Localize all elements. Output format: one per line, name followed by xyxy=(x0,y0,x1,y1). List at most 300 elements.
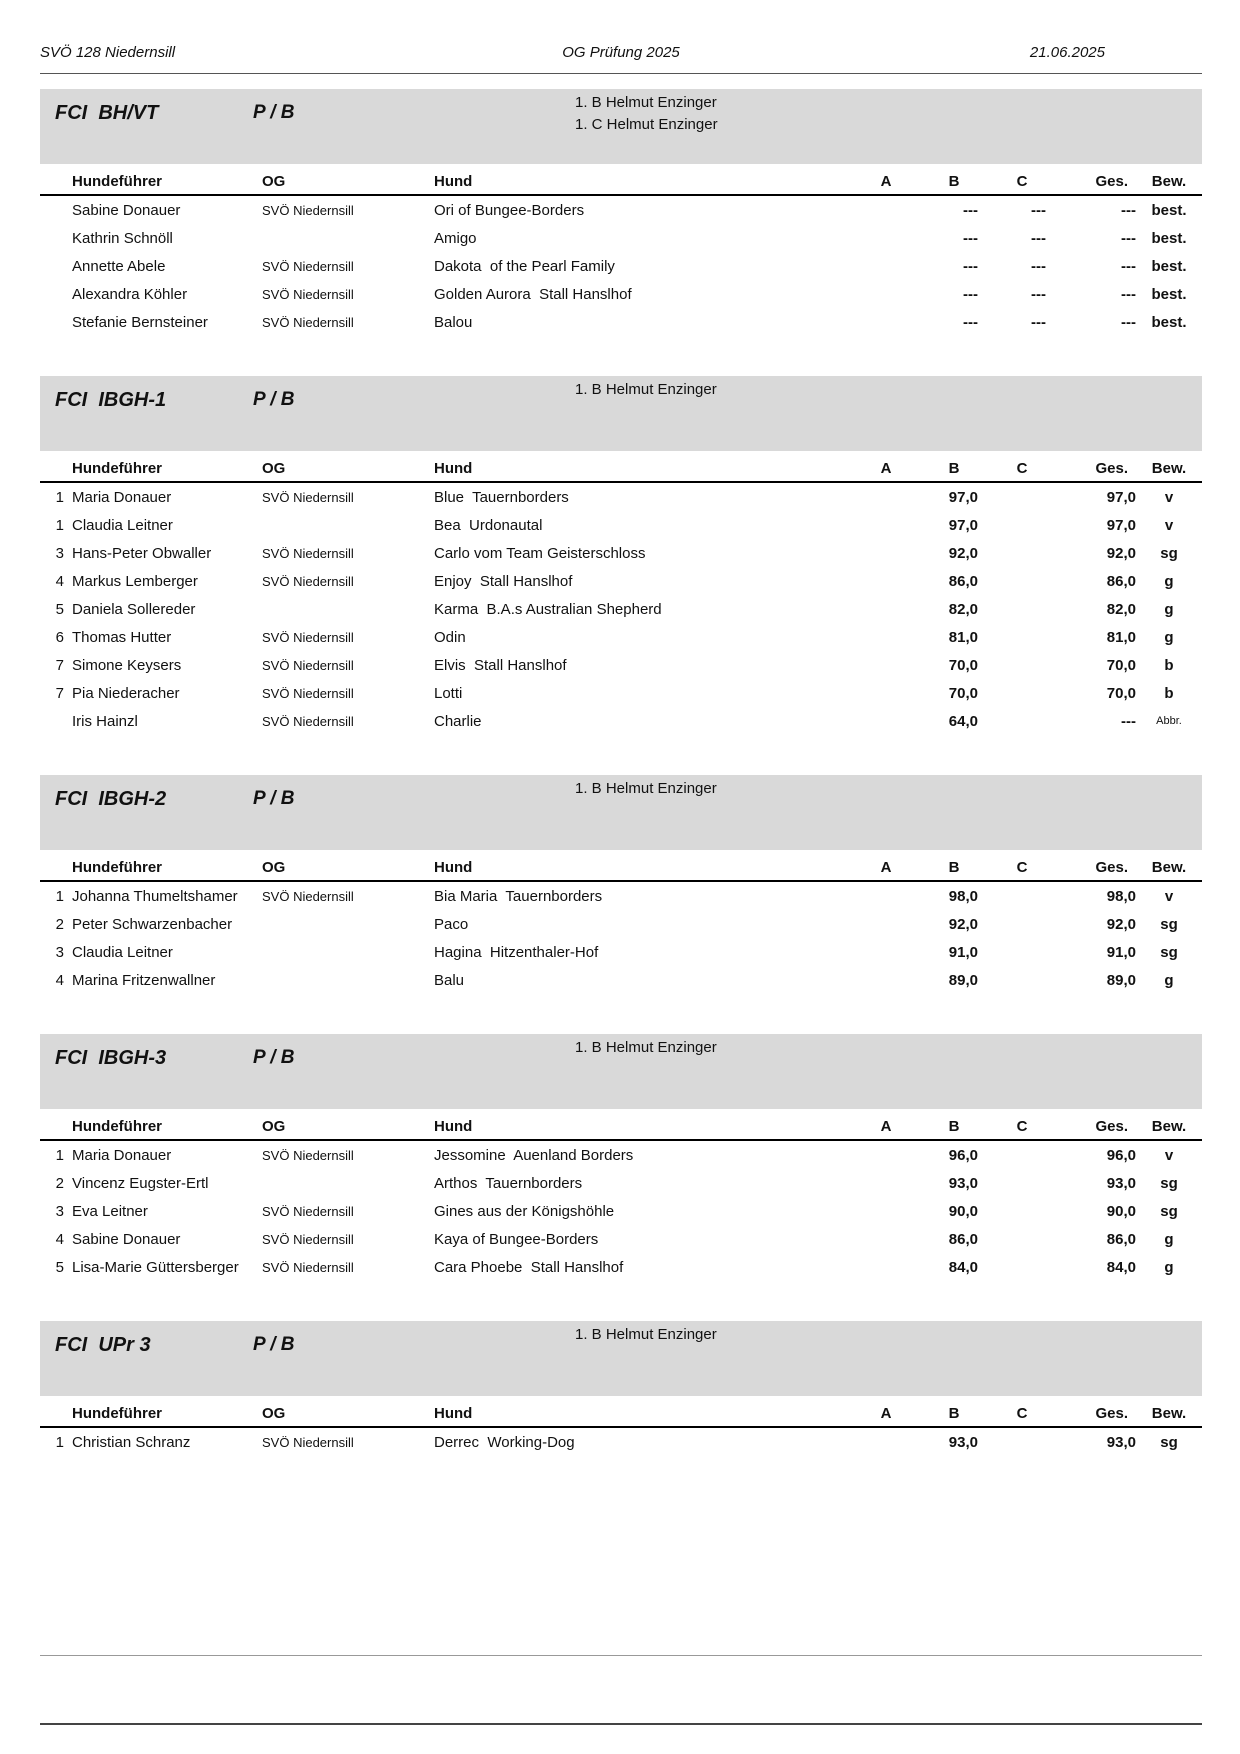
section-banner xyxy=(40,89,1202,164)
cell-total: 89,0 xyxy=(1106,971,1136,989)
cell-rank xyxy=(40,224,72,252)
results-table xyxy=(40,168,1202,336)
cell-total: 81,0 xyxy=(1106,628,1136,646)
cell-og: SVÖ Niedernsill xyxy=(262,713,354,729)
cell-score-b: 70,0 xyxy=(948,656,978,674)
cell-og: SVÖ Niedernsill xyxy=(262,258,354,274)
cell-total: 97,0 xyxy=(1106,516,1136,534)
cell-og: SVÖ Niedernsill xyxy=(262,629,354,645)
column-header-a: A xyxy=(854,854,918,881)
table-header-row xyxy=(40,1113,1202,1140)
cell-rank: 7 xyxy=(55,656,64,674)
cell-score-b: 96,0 xyxy=(948,1146,978,1164)
column-header-rating: Bew. xyxy=(1136,1113,1202,1140)
cell-score-a xyxy=(854,1169,918,1197)
cell-score-c: --- xyxy=(1031,257,1046,275)
cell-rank: 7 xyxy=(55,684,64,702)
cell-score-c xyxy=(990,938,1054,966)
cell-total: 93,0 xyxy=(1106,1433,1136,1451)
column-header-c: C xyxy=(990,168,1054,195)
column-header-og: OG xyxy=(262,1400,434,1427)
cell-handler-name: Marina Fritzenwallner xyxy=(72,971,216,989)
result-row xyxy=(40,623,1202,651)
cell-rank: 3 xyxy=(55,1202,64,1220)
section-title: FCI BH/VT xyxy=(55,102,159,124)
cell-og: SVÖ Niedernsill xyxy=(262,657,354,673)
result-row xyxy=(40,252,1202,280)
cell-rating: best. xyxy=(1151,229,1187,247)
column-header-a: A xyxy=(854,168,918,195)
cell-dog-name: Lotti xyxy=(434,684,463,702)
cell-score-a xyxy=(854,482,918,511)
cell-score-a xyxy=(854,567,918,595)
cell-rating: g xyxy=(1164,572,1174,590)
cell-rank: 2 xyxy=(55,1174,64,1192)
cell-score-b: 92,0 xyxy=(948,915,978,933)
cell-score-b: --- xyxy=(963,313,978,331)
cell-score-b: --- xyxy=(963,229,978,247)
cell-rating: v xyxy=(1164,887,1174,905)
result-row xyxy=(40,280,1202,308)
cell-dog-name: Blue Tauernborders xyxy=(434,488,569,506)
result-row xyxy=(40,1427,1202,1456)
cell-og: SVÖ Niedernsill xyxy=(262,1434,354,1450)
cell-rating: b xyxy=(1164,656,1174,674)
section-title: FCI IBGH-2 xyxy=(55,788,167,810)
cell-total: 92,0 xyxy=(1106,544,1136,562)
cell-score-b: 81,0 xyxy=(948,628,978,646)
cell-rank: 4 xyxy=(55,971,64,989)
cell-rating: sg xyxy=(1160,1174,1178,1192)
judge-name: 1. C Helmut Enzinger xyxy=(575,116,718,133)
result-row xyxy=(40,910,1202,938)
cell-score-c xyxy=(990,679,1054,707)
cell-rating: g xyxy=(1164,971,1174,989)
cell-rank: 2 xyxy=(55,915,64,933)
cell-score-a xyxy=(854,679,918,707)
column-header-rank xyxy=(40,1400,72,1427)
column-header-a: A xyxy=(854,1113,918,1140)
result-row xyxy=(40,1253,1202,1281)
section-mode: P / B xyxy=(253,1047,295,1068)
cell-total: 70,0 xyxy=(1106,656,1136,674)
cell-rating: sg xyxy=(1160,1433,1178,1451)
cell-handler-name: Christian Schranz xyxy=(72,1433,191,1451)
column-header-rank xyxy=(40,168,72,195)
column-header-handler: Hundeführer xyxy=(72,854,262,881)
cell-handler-name: Daniela Sollereder xyxy=(72,600,196,618)
footer-divider-bottom xyxy=(40,1723,1202,1725)
cell-score-c xyxy=(990,1197,1054,1225)
judge-name: 1. B Helmut Enzinger xyxy=(575,94,717,111)
cell-og: SVÖ Niedernsill xyxy=(262,202,354,218)
section-judges xyxy=(575,92,718,136)
cell-og: SVÖ Niedernsill xyxy=(262,489,354,505)
cell-handler-name: Maria Donauer xyxy=(72,488,172,506)
column-header-b: B xyxy=(918,1113,990,1140)
cell-score-a xyxy=(854,511,918,539)
judge-name: 1. B Helmut Enzinger xyxy=(575,381,717,398)
cell-rank: 1 xyxy=(55,516,64,534)
cell-score-b: --- xyxy=(963,201,978,219)
cell-og xyxy=(262,938,434,966)
cell-handler-name: Lisa-Marie Güttersberger xyxy=(72,1258,239,1276)
column-header-b: B xyxy=(918,168,990,195)
cell-rating: g xyxy=(1164,1230,1174,1248)
result-section xyxy=(40,376,1240,735)
cell-score-c xyxy=(990,595,1054,623)
cell-dog-name: Hagina Hitzenthaler-Hof xyxy=(434,943,599,961)
column-header-total: Ges. xyxy=(1054,455,1136,482)
cell-score-b: 97,0 xyxy=(948,516,978,534)
cell-handler-name: Markus Lemberger xyxy=(72,572,198,590)
cell-dog-name: Jessomine Auenland Borders xyxy=(434,1146,634,1164)
event-date: 21.06.2025 xyxy=(1029,44,1105,61)
cell-dog-name: Amigo xyxy=(434,229,477,247)
cell-handler-name: Sabine Donauer xyxy=(72,201,181,219)
cell-score-c xyxy=(990,567,1054,595)
cell-rank xyxy=(40,280,72,308)
column-header-total: Ges. xyxy=(1054,854,1136,881)
results-table xyxy=(40,854,1202,994)
result-row xyxy=(40,1169,1202,1197)
cell-handler-name: Vincenz Eugster-Ertl xyxy=(72,1174,209,1192)
column-header-b: B xyxy=(918,1400,990,1427)
cell-handler-name: Johanna Thumeltshamer xyxy=(72,887,238,905)
table-header-row xyxy=(40,854,1202,881)
cell-score-c xyxy=(990,1427,1054,1456)
result-row xyxy=(40,482,1202,511)
cell-score-a xyxy=(854,1253,918,1281)
cell-score-b: 82,0 xyxy=(948,600,978,618)
column-header-handler: Hundeführer xyxy=(72,168,262,195)
cell-dog-name: Elvis Stall Hanslhof xyxy=(434,656,567,674)
cell-score-c xyxy=(990,1169,1054,1197)
cell-score-c xyxy=(990,539,1054,567)
cell-dog-name: Derrec Working-Dog xyxy=(434,1433,575,1451)
event-title: OG Prüfung 2025 xyxy=(562,44,680,61)
cell-score-c xyxy=(990,707,1054,735)
cell-score-a xyxy=(854,595,918,623)
cell-total: 93,0 xyxy=(1106,1174,1136,1192)
footer-divider-top xyxy=(40,1655,1202,1656)
cell-score-b: 97,0 xyxy=(948,488,978,506)
table-body xyxy=(40,1427,1202,1456)
cell-dog-name: Cara Phoebe Stall Hanslhof xyxy=(434,1258,624,1276)
column-header-rank xyxy=(40,854,72,881)
column-header-a: A xyxy=(854,455,918,482)
result-row xyxy=(40,539,1202,567)
cell-score-b: 91,0 xyxy=(948,943,978,961)
column-header-c: C xyxy=(990,1400,1054,1427)
result-section xyxy=(40,1034,1240,1281)
column-header-dog: Hund xyxy=(434,854,854,881)
cell-score-a xyxy=(854,308,918,336)
cell-score-b: --- xyxy=(963,257,978,275)
section-mode: P / B xyxy=(253,389,295,410)
result-row xyxy=(40,567,1202,595)
cell-score-c xyxy=(990,623,1054,651)
section-title: FCI IBGH-3 xyxy=(55,1047,167,1069)
cell-og: SVÖ Niedernsill xyxy=(262,1259,354,1275)
result-sections xyxy=(40,89,1240,1456)
cell-dog-name: Bia Maria Tauernborders xyxy=(434,887,603,905)
column-header-rating: Bew. xyxy=(1136,854,1202,881)
cell-total: 92,0 xyxy=(1106,915,1136,933)
column-header-dog: Hund xyxy=(434,1113,854,1140)
result-section xyxy=(40,89,1240,336)
table-body xyxy=(40,1140,1202,1281)
column-header-rating: Bew. xyxy=(1136,168,1202,195)
cell-score-a xyxy=(854,707,918,735)
cell-og: SVÖ Niedernsill xyxy=(262,286,354,302)
cell-dog-name: Carlo vom Team Geisterschloss xyxy=(434,544,646,562)
document-header xyxy=(40,0,1202,62)
cell-rank: 1 xyxy=(55,887,64,905)
cell-score-c: --- xyxy=(1031,285,1046,303)
cell-total: --- xyxy=(1121,257,1136,275)
result-row xyxy=(40,1225,1202,1253)
cell-dog-name: Arthos Tauernborders xyxy=(434,1174,583,1192)
cell-score-c: --- xyxy=(1031,229,1046,247)
cell-dog-name: Paco xyxy=(434,915,469,933)
cell-score-a xyxy=(854,1225,918,1253)
cell-total: --- xyxy=(1121,313,1136,331)
cell-dog-name: Dakota of the Pearl Family xyxy=(434,257,615,275)
column-header-dog: Hund xyxy=(434,1400,854,1427)
cell-rank: 6 xyxy=(55,628,64,646)
column-header-c: C xyxy=(990,1113,1054,1140)
cell-score-b: 93,0 xyxy=(948,1174,978,1192)
table-body xyxy=(40,881,1202,994)
column-header-og: OG xyxy=(262,455,434,482)
cell-score-c xyxy=(990,966,1054,994)
cell-handler-name: Iris Hainzl xyxy=(72,712,138,730)
column-header-rating: Bew. xyxy=(1136,1400,1202,1427)
cell-og xyxy=(262,966,434,994)
cell-rating: b xyxy=(1164,684,1174,702)
cell-handler-name: Thomas Hutter xyxy=(72,628,172,646)
cell-score-c xyxy=(990,511,1054,539)
cell-score-c xyxy=(990,1253,1054,1281)
cell-rank: 3 xyxy=(55,943,64,961)
cell-total: --- xyxy=(1121,229,1136,247)
section-mode: P / B xyxy=(253,102,295,123)
section-title: FCI IBGH-1 xyxy=(55,389,167,411)
column-header-total: Ges. xyxy=(1054,1400,1136,1427)
cell-dog-name: Enjoy Stall Hanslhof xyxy=(434,572,573,590)
cell-score-a xyxy=(854,1197,918,1225)
cell-rating: sg xyxy=(1160,943,1178,961)
cell-rating: best. xyxy=(1151,285,1187,303)
cell-score-c xyxy=(990,1225,1054,1253)
column-header-dog: Hund xyxy=(434,168,854,195)
result-section xyxy=(40,775,1240,994)
result-row xyxy=(40,511,1202,539)
cell-score-b: 86,0 xyxy=(948,1230,978,1248)
cell-dog-name: Charlie xyxy=(434,712,482,730)
cell-score-a xyxy=(854,1427,918,1456)
cell-dog-name: Odin xyxy=(434,628,466,646)
cell-score-b: 93,0 xyxy=(948,1433,978,1451)
section-mode: P / B xyxy=(253,1334,295,1355)
result-row xyxy=(40,1197,1202,1225)
cell-rank xyxy=(40,308,72,336)
cell-score-c xyxy=(990,482,1054,511)
cell-rating: v xyxy=(1164,1146,1174,1164)
column-header-a: A xyxy=(854,1400,918,1427)
cell-dog-name: Bea Urdonautal xyxy=(434,516,543,534)
cell-rank: 1 xyxy=(55,1146,64,1164)
section-judges xyxy=(575,778,717,800)
cell-handler-name: Eva Leitner xyxy=(72,1202,148,1220)
cell-handler-name: Claudia Leitner xyxy=(72,516,173,534)
cell-dog-name: Balou xyxy=(434,313,473,331)
cell-rank: 5 xyxy=(55,1258,64,1276)
result-row xyxy=(40,595,1202,623)
judge-name: 1. B Helmut Enzinger xyxy=(575,780,717,797)
cell-rating: best. xyxy=(1151,201,1187,219)
cell-total: --- xyxy=(1121,201,1136,219)
cell-score-c xyxy=(990,1140,1054,1169)
cell-total: 97,0 xyxy=(1106,488,1136,506)
cell-total: --- xyxy=(1121,712,1136,730)
cell-handler-name: Alexandra Köhler xyxy=(72,285,188,303)
column-header-total: Ges. xyxy=(1054,1113,1136,1140)
cell-score-b: 86,0 xyxy=(948,572,978,590)
cell-score-a xyxy=(854,966,918,994)
cell-score-a xyxy=(854,224,918,252)
cell-rank: 4 xyxy=(55,1230,64,1248)
column-header-rank xyxy=(40,455,72,482)
cell-og: SVÖ Niedernsill xyxy=(262,545,354,561)
cell-handler-name: Peter Schwarzenbacher xyxy=(72,915,233,933)
cell-score-c: --- xyxy=(1031,201,1046,219)
column-header-c: C xyxy=(990,854,1054,881)
cell-dog-name: Karma B.A.s Australian Shepherd xyxy=(434,600,662,618)
cell-rating: sg xyxy=(1160,1202,1178,1220)
judge-name: 1. B Helmut Enzinger xyxy=(575,1039,717,1056)
cell-og: SVÖ Niedernsill xyxy=(262,314,354,330)
cell-score-a xyxy=(854,938,918,966)
cell-dog-name: Golden Aurora Stall Hanslhof xyxy=(434,285,632,303)
cell-rating: g xyxy=(1164,600,1174,618)
cell-rank: 5 xyxy=(55,600,64,618)
table-header-row xyxy=(40,455,1202,482)
results-table xyxy=(40,455,1202,735)
cell-og: SVÖ Niedernsill xyxy=(262,1147,354,1163)
cell-handler-name: Pia Niederacher xyxy=(72,684,180,702)
cell-score-a xyxy=(854,623,918,651)
cell-og xyxy=(262,511,434,539)
cell-total: 91,0 xyxy=(1106,943,1136,961)
cell-og: SVÖ Niedernsill xyxy=(262,685,354,701)
event-club-name: SVÖ 128 Niedernsill xyxy=(40,44,176,61)
column-header-b: B xyxy=(918,455,990,482)
column-header-total: Ges. xyxy=(1054,168,1136,195)
cell-handler-name: Stefanie Bernsteiner xyxy=(72,313,208,331)
cell-score-a xyxy=(854,881,918,910)
cell-rating: sg xyxy=(1160,544,1178,562)
column-header-c: C xyxy=(990,455,1054,482)
result-row xyxy=(40,308,1202,336)
cell-rank xyxy=(40,252,72,280)
judge-name: 1. B Helmut Enzinger xyxy=(575,1326,717,1343)
column-header-b: B xyxy=(918,854,990,881)
section-mode: P / B xyxy=(253,788,295,809)
cell-og xyxy=(262,595,434,623)
result-row xyxy=(40,881,1202,910)
results-table xyxy=(40,1113,1202,1281)
cell-rating: v xyxy=(1164,488,1174,506)
cell-og: SVÖ Niedernsill xyxy=(262,1231,354,1247)
cell-score-a xyxy=(854,910,918,938)
cell-og: SVÖ Niedernsill xyxy=(262,1203,354,1219)
cell-rank: 1 xyxy=(55,488,64,506)
cell-score-b: 70,0 xyxy=(948,684,978,702)
cell-total: 98,0 xyxy=(1106,887,1136,905)
section-judges xyxy=(575,1037,717,1059)
cell-score-c xyxy=(990,881,1054,910)
result-section xyxy=(40,1321,1240,1456)
cell-score-c xyxy=(990,651,1054,679)
cell-total: 70,0 xyxy=(1106,684,1136,702)
table-body xyxy=(40,482,1202,735)
header-divider xyxy=(40,73,1202,74)
column-header-og: OG xyxy=(262,168,434,195)
cell-og: SVÖ Niedernsill xyxy=(262,888,354,904)
cell-rating: g xyxy=(1164,1258,1174,1276)
cell-rating: sg xyxy=(1160,915,1178,933)
cell-rating: best. xyxy=(1151,257,1187,275)
cell-total: 90,0 xyxy=(1106,1202,1136,1220)
cell-dog-name: Kaya of Bungee-Borders xyxy=(434,1230,599,1248)
cell-score-c xyxy=(990,910,1054,938)
cell-rank: 4 xyxy=(55,572,64,590)
result-row xyxy=(40,966,1202,994)
cell-score-a xyxy=(854,252,918,280)
cell-score-a xyxy=(854,1140,918,1169)
cell-dog-name: Ori of Bungee-Borders xyxy=(434,201,585,219)
section-title: FCI UPr 3 xyxy=(55,1334,151,1356)
cell-handler-name: Claudia Leitner xyxy=(72,943,173,961)
section-banner xyxy=(40,1321,1202,1396)
cell-handler-name: Hans-Peter Obwaller xyxy=(72,544,212,562)
column-header-dog: Hund xyxy=(434,455,854,482)
cell-score-b: 92,0 xyxy=(948,544,978,562)
cell-score-b: 84,0 xyxy=(948,1258,978,1276)
section-banner xyxy=(40,1034,1202,1109)
column-header-rank xyxy=(40,1113,72,1140)
cell-rating: v xyxy=(1164,516,1174,534)
cell-total: 96,0 xyxy=(1106,1146,1136,1164)
cell-handler-name: Sabine Donauer xyxy=(72,1230,181,1248)
section-banner xyxy=(40,376,1202,451)
column-header-handler: Hundeführer xyxy=(72,1400,262,1427)
table-header-row xyxy=(40,168,1202,195)
result-row xyxy=(40,224,1202,252)
result-row xyxy=(40,707,1202,735)
cell-score-b: 90,0 xyxy=(948,1202,978,1220)
cell-handler-name: Simone Keysers xyxy=(72,656,182,674)
cell-score-a xyxy=(854,280,918,308)
cell-score-b: 64,0 xyxy=(948,712,978,730)
column-header-rating: Bew. xyxy=(1136,455,1202,482)
cell-score-b: 98,0 xyxy=(948,887,978,905)
cell-rating: g xyxy=(1164,628,1174,646)
result-row xyxy=(40,679,1202,707)
cell-og: SVÖ Niedernsill xyxy=(262,573,354,589)
